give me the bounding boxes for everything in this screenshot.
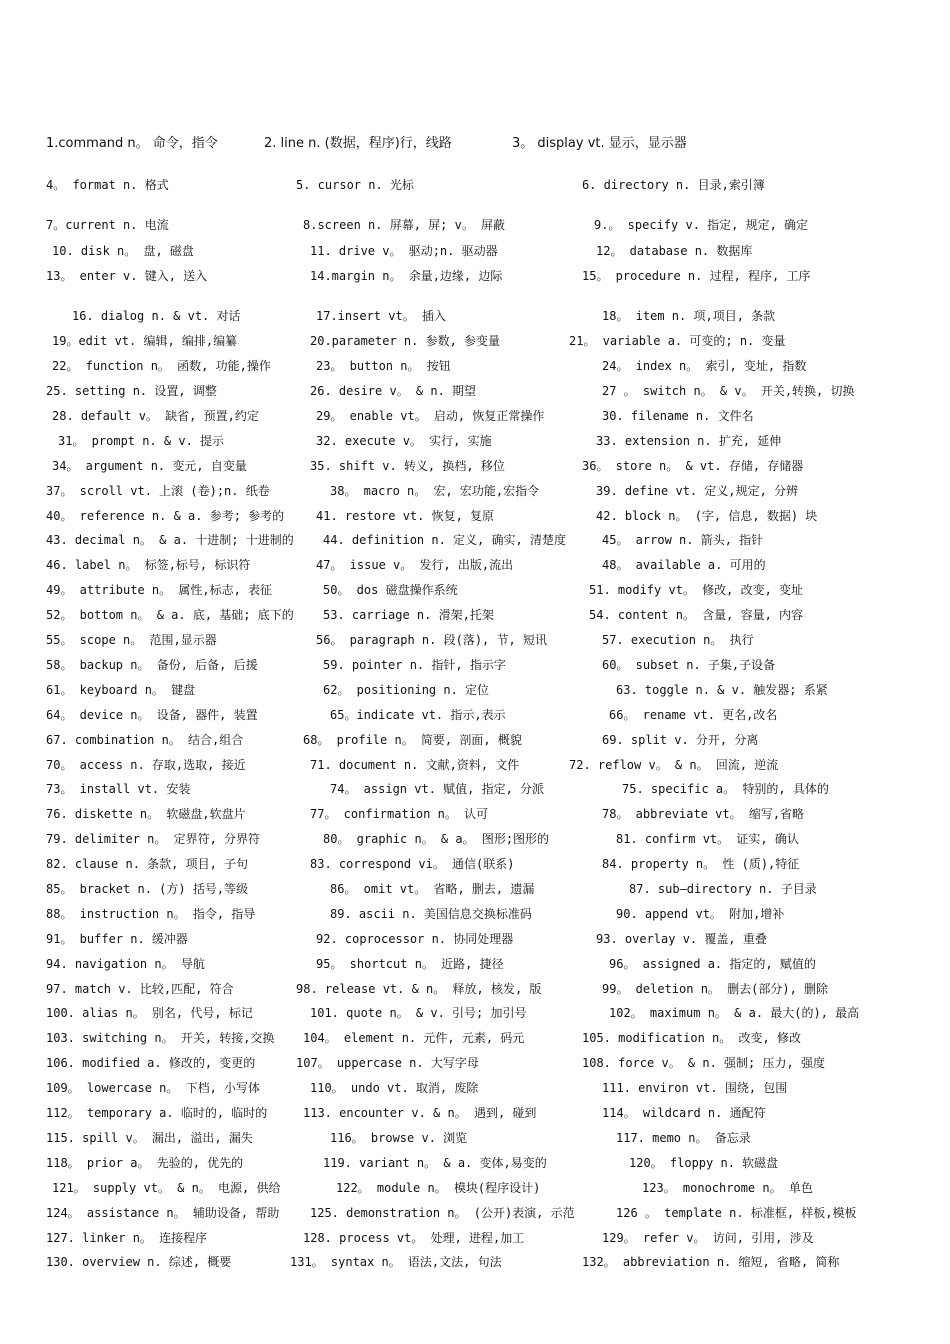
vocab-entry: 31。 prompt n. & v. 提示 [58,434,225,448]
vocab-row [0,1153,950,1173]
vocab-row [0,705,950,725]
vocab-entry: 13。 enter v. 键入, 送入 [46,269,208,283]
vocab-entry: 82. clause n. 条款, 项目, 子句 [46,857,249,871]
vocab-entry: 36。 store n。 & vt. 存储, 存储器 [582,459,804,473]
vocab-row [0,804,950,824]
vocab-row [0,954,950,974]
vocab-row [0,829,950,849]
vocab-entry: 122。 module n。 模块(程序设计) [336,1181,541,1195]
vocab-row [0,175,950,195]
vocab-entry: 107。 uppercase n. 大写字母 [296,1056,479,1070]
vocab-entry: 75. specific a。 特别的, 具体的 [622,782,829,796]
vocab-entry: 48。 available a. 可用的 [602,558,766,572]
vocab-entry: 14.margin n。 余量,边缘, 边际 [310,269,503,283]
vocab-row [0,630,950,650]
vocab-entry: 62。 positioning n. 定位 [323,683,490,697]
vocab-entry: 79. delimiter n。 定界符, 分界符 [46,832,261,846]
vocab-row [0,306,950,326]
vocab-entry: 81. confirm vt。 证实, 确认 [616,832,799,846]
vocab-row [0,655,950,675]
vocab-row [0,506,950,526]
vocab-entry: 76. diskette n。 软磁盘,软盘片 [46,807,246,821]
vocab-entry: 70。 access n. 存取,选取, 接近 [46,758,246,772]
vocab-entry: 96。 assigned a. 指定的, 赋值的 [609,957,816,971]
vocab-row [0,779,950,799]
vocab-row [0,431,950,451]
vocab-row [0,755,950,775]
vocab-entry: 51. modify vt。 修改, 改变, 变址 [589,583,804,597]
vocab-entry: 11. drive v。 驱动;n. 驱动器 [310,244,498,258]
vocab-entry: 92. coprocessor n. 协同处理器 [316,932,514,946]
vocab-entry: 120。 floppy n. 软磁盘 [629,1156,779,1170]
vocab-entry: 28. default v。 缺省, 预置,约定 [52,409,259,423]
vocab-entry: 89. ascii n. 美国信息交换标准码 [330,907,532,921]
vocab-row [0,1128,950,1148]
vocab-entry: 97. match v. 比较,匹配, 符合 [46,982,234,996]
vocab-entry: 27 。 switch n。 & v。 开关,转换, 切换 [602,384,855,398]
vocab-row [0,580,950,600]
vocab-entry: 45。 arrow n. 箭头, 指针 [602,533,764,547]
vocab-entry: 69. split v. 分开, 分离 [602,733,759,747]
vocab-entry: 72. reflow v。 & n。 回流, 逆流 [569,758,779,772]
vocab-entry: 1.command n。 命令，指令 [46,136,218,151]
vocab-entry: 83. correspond vi。 通信(联系) [310,857,515,871]
vocab-entry: 132。 abbreviation n. 缩短, 省略, 简称 [582,1255,840,1269]
vocab-entry: 47。 issue v。 发行, 出版,流出 [316,558,514,572]
vocab-entry: 95。 shortcut n。 近路, 捷径 [316,957,504,971]
vocab-entry: 63. toggle n. & v. 触发器; 系紧 [616,683,828,697]
vocab-entry: 8.screen n. 屏幕, 屏; v。 屏蔽 [303,218,506,232]
vocab-entry: 58。 backup n。 备份, 后备, 后援 [46,658,258,672]
vocab-entry: 44. definition n. 定义, 确实, 清楚度 [323,533,566,547]
vocab-entry: 52。 bottom n。 & a. 底, 基础; 底下的 [46,608,294,622]
vocab-entry: 64。 device n。 设备, 器件, 装置 [46,708,258,722]
vocab-entry: 59. pointer n. 指针, 指示字 [323,658,506,672]
vocab-row [0,1078,950,1098]
vocab-row [0,331,950,351]
vocab-entry: 37。 scroll vt. 上滚 (卷);n. 纸卷 [46,484,270,498]
vocab-entry: 49。 attribute n。 属性,标志, 表征 [46,583,273,597]
vocab-entry: 53. carriage n. 滑架,托架 [323,608,494,622]
vocab-entry: 88。 instruction n。 指令, 指导 [46,907,256,921]
vocab-entry: 98. release vt. & n。 释放, 核发, 版 [296,982,542,996]
vocab-entry: 86。 omit vt。 省略, 删去, 遗漏 [330,882,535,896]
vocab-entry: 111. environ vt. 围绕, 包围 [602,1081,788,1095]
vocab-row [0,1003,950,1023]
vocab-row [0,1228,950,1248]
vocab-entry: 94. navigation n。 导航 [46,957,205,971]
vocab-entry: 90. append vt。 附加,增补 [616,907,785,921]
vocab-entry: 20.parameter n. 参数, 参变量 [310,334,501,348]
vocab-row [0,1252,950,1272]
vocab-entry: 65。indicate vt. 指示,表示 [330,708,506,722]
vocab-entry: 106. modified a. 修改的, 变更的 [46,1056,256,1070]
vocab-entry: 43. decimal n。 & a. 十进制; 十进制的 [46,533,294,547]
vocab-entry: 113. encounter v. & n。 遇到, 碰到 [303,1106,537,1120]
vocab-entry: 126 。 template n. 标准框, 样板,模板 [616,1206,857,1220]
vocab-entry: 74。 assign vt. 赋值, 指定, 分派 [330,782,545,796]
vocab-entry: 25. setting n. 设置, 调整 [46,384,217,398]
vocab-entry: 123。 monochrome n。 单色 [642,1181,813,1195]
vocab-row [0,929,950,949]
vocab-entry: 30. filename n. 文件名 [602,409,754,423]
vocab-entry: 77。 confirmation n。 认可 [310,807,489,821]
vocab-entry: 109。 lowercase n。 下档, 小写体 [46,1081,261,1095]
vocab-entry: 71. document n. 文献,资料, 文件 [310,758,520,772]
vocab-row [0,854,950,874]
vocab-entry: 127. linker n。 连接程序 [46,1231,208,1245]
vocab-entry: 18。 item n. 项,项目, 条款 [602,309,776,323]
vocab-entry: 129。 refer v。 访问, 引用, 涉及 [602,1231,814,1245]
vocab-row [0,530,950,550]
vocab-entry: 103. switching n。 开关, 转接,交换 [46,1031,275,1045]
vocab-entry: 60。 subset n. 子集,子设备 [602,658,776,672]
vocab-entry: 68。 profile n。 简要, 剖面, 概貌 [303,733,522,747]
vocab-entry: 38。 macro n。 宏, 宏功能,宏指令 [330,484,540,498]
vocab-entry: 104。 element n. 元件, 元素, 码元 [303,1031,525,1045]
vocab-entry: 5. cursor n. 光标 [296,178,414,192]
vocab-row [0,605,950,625]
vocab-entry: 78。 abbreviate vt。 缩写,省略 [602,807,805,821]
vocab-entry: 7。current n. 电流 [46,218,169,232]
vocab-entry: 112。 temporary a. 临时的, 临时的 [46,1106,268,1120]
vocab-row [0,381,950,401]
vocab-entry: 102。 maximum n。 & a. 最大(的), 最高 [609,1006,860,1020]
vocab-entry: 3。 display vt. 显示，显示器 [512,136,687,151]
vocab-entry: 84. property n。 性 (质),特征 [602,857,800,871]
vocab-entry: 46. label n。 标签,标号, 标识符 [46,558,251,572]
vocab-entry: 116。 browse v. 浏览 [330,1131,468,1145]
vocab-entry: 42. block n。 (字, 信息, 数据) 块 [596,509,818,523]
vocab-entry: 115. spill v。 漏出, 溢出, 漏失 [46,1131,253,1145]
vocab-entry: 39. define vt. 定义,规定, 分辨 [596,484,799,498]
vocab-entry: 121。 supply vt。 & n。 电源, 供给 [52,1181,281,1195]
vocab-entry: 2. line n. (数据，程序)行，线路 [264,136,452,151]
vocab-row [0,979,950,999]
vocab-entry: 19。edit vt. 编辑, 编排,编纂 [52,334,238,348]
vocab-entry: 91。 buffer n. 缓冲器 [46,932,188,946]
vocab-entry: 32. execute v。 实行, 实施 [316,434,492,448]
vocab-entry: 131。 syntax n。 语法,文法, 句法 [290,1255,502,1269]
vocab-entry: 55。 scope n。 范围,显示器 [46,633,217,647]
vocab-entry: 57. execution n。 执行 [602,633,754,647]
vocab-entry: 100. alias n。 别名, 代号, 标记 [46,1006,253,1020]
vocab-row [0,1103,950,1123]
vocab-entry: 114。 wildcard n. 通配符 [602,1106,766,1120]
vocab-entry: 56。 paragraph n. 段(落), 节, 短讯 [316,633,547,647]
vocab-row [0,241,950,261]
vocab-row [0,1053,950,1073]
vocab-entry: 9.。 specify v. 指定, 规定, 确定 [594,218,809,232]
vocab-entry: 4。 format n. 格式 [46,178,169,192]
vocab-entry: 124。 assistance n。 辅助设备, 帮助 [46,1206,280,1220]
vocab-entry: 105. modification n。 改变, 修改 [582,1031,801,1045]
vocab-entry: 99。 deletion n。 删去(部分), 删除 [602,982,829,996]
vocab-entry: 61。 keyboard n。 键盘 [46,683,196,697]
vocab-entry: 110。 undo vt. 取消, 废除 [310,1081,479,1095]
vocab-entry: 34。 argument n. 变元, 自变量 [52,459,247,473]
vocab-entry: 21。 variable a. 可变的; n. 变量 [569,334,786,348]
vocab-entry: 29。 enable vt。 启动, 恢复正常操作 [316,409,545,423]
vocab-entry: 80。 graphic n。 & a。 图形;图形的 [323,832,550,846]
vocab-row [0,879,950,899]
vocab-entry: 130. overview n. 综述, 概要 [46,1255,232,1269]
vocab-entry: 15。 procedure n. 过程, 程序, 工序 [582,269,811,283]
vocab-entry: 12。 database n. 数据库 [596,244,753,258]
vocab-entry: 108. force v。 & n. 强制; 压力, 强度 [582,1056,825,1070]
vocab-row [0,134,950,154]
vocab-entry: 10. disk n。 盘, 磁盘 [52,244,194,258]
vocab-entry: 41. restore vt. 恢复, 复原 [316,509,495,523]
vocab-entry: 17.insert vt。 插入 [316,309,446,323]
vocab-entry: 119. variant n。 & a. 变体,易变的 [323,1156,547,1170]
vocab-entry: 118。 prior a。 先验的, 优先的 [46,1156,244,1170]
vocab-entry: 128. process vt。 处理, 进程,加工 [303,1231,525,1245]
vocab-row [0,1203,950,1223]
vocab-entry: 24。 index n。 索引, 变址, 指数 [602,359,807,373]
vocab-entry: 22。 function n。 函数, 功能,操作 [52,359,271,373]
vocab-entry: 67. combination n。 结合,组合 [46,733,244,747]
vocab-row [0,266,950,286]
vocab-row [0,456,950,476]
vocab-entry: 50。 dos 磁盘操作系统 [323,583,458,597]
vocab-entry: 93. overlay v. 覆盖, 重叠 [596,932,767,946]
vocab-row [0,730,950,750]
vocab-entry: 35. shift v. 转义, 换档, 移位 [310,459,505,473]
vocab-entry: 85。 bracket n. (方) 括号,等级 [46,882,249,896]
vocab-row [0,406,950,426]
vocab-entry: 125. demonstration n。 (公开)表演, 示范 [310,1206,575,1220]
vocab-entry: 117. memo n。 备忘录 [616,1131,751,1145]
vocab-entry: 54. content n。 含量, 容量, 内容 [589,608,804,622]
vocab-row [0,215,950,235]
vocab-entry: 101. quote n。 & v. 引号; 加引号 [310,1006,527,1020]
vocab-row [0,1028,950,1048]
vocab-row [0,904,950,924]
vocab-entry: 40。 reference n. & a. 参考; 参考的 [46,509,285,523]
vocab-entry: 16. dialog n. & vt. 对话 [72,309,241,323]
vocab-entry: 73。 install vt. 安装 [46,782,191,796]
vocab-entry: 87. sub—directory n. 子目录 [629,882,817,896]
vocab-entry: 23。 button n。 按钮 [316,359,451,373]
vocab-entry: 6. directory n. 目录,索引簿 [582,178,765,192]
vocab-row [0,481,950,501]
vocab-row [0,1178,950,1198]
vocab-row [0,356,950,376]
vocab-row [0,680,950,700]
vocab-entry: 66。 rename vt. 更名,改名 [609,708,778,722]
vocab-entry: 33. extension n. 扩充, 延伸 [596,434,782,448]
vocab-entry: 26. desire v。 & n. 期望 [310,384,477,398]
vocab-row [0,555,950,575]
